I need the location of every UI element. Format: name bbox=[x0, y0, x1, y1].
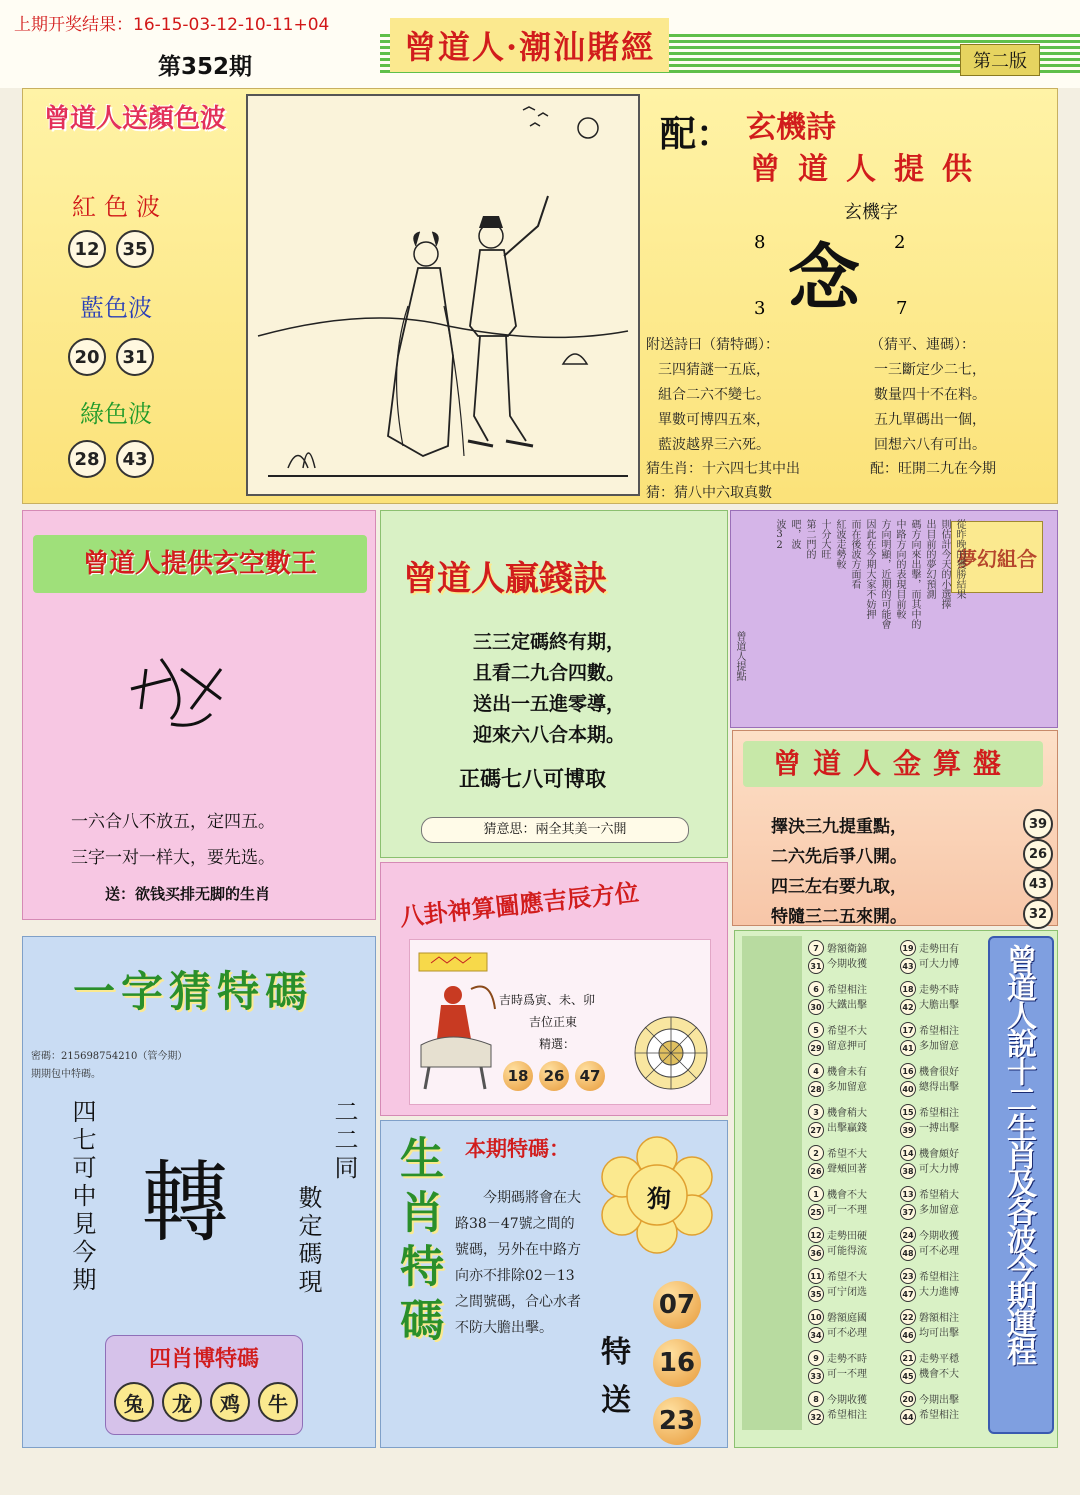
zodiac-text: 希望稍大 bbox=[919, 1190, 959, 1201]
pei-line: 配：旺開二九在今期 bbox=[870, 461, 996, 477]
zodiac-number: 30 bbox=[808, 999, 824, 1015]
bagua-line1: 吉時爲寅、未、卯 bbox=[499, 993, 596, 1007]
text-column: 波32 bbox=[774, 519, 785, 551]
zodiac-text: 磐額庭國 bbox=[827, 1313, 867, 1324]
zodiac-entry bbox=[900, 1143, 988, 1181]
twelve-title: 曾道人說十二生肖及各波今期運程 bbox=[1001, 944, 1036, 1364]
bagua-num: 26 bbox=[539, 1061, 569, 1091]
zodiac-text: 希望相注 bbox=[827, 1410, 867, 1421]
zodiac-text: 走勢田有 bbox=[919, 944, 959, 955]
zodiac-text: 磐額衛錦 bbox=[827, 944, 867, 955]
zodiac-number: 10 bbox=[808, 1309, 824, 1325]
zodiac-number: 1 bbox=[808, 1186, 824, 1202]
zodiac-number: 25 bbox=[808, 1204, 824, 1220]
zodiac-text: 機會頗好 bbox=[919, 1149, 959, 1160]
zodiac-text: 大膽出擊 bbox=[919, 1000, 959, 1011]
zodiac-number: 27 bbox=[808, 1122, 824, 1138]
zodiac-number: 9 bbox=[808, 1350, 824, 1366]
zodiac-text: 機會很好 bbox=[919, 1067, 959, 1078]
bagua-title: 八卦神算圖應吉辰方位 bbox=[398, 878, 641, 932]
menghuan-text bbox=[745, 519, 965, 719]
corner-num-tl: 8 bbox=[754, 232, 766, 253]
zodiac-entry bbox=[808, 979, 896, 1017]
twelve-left-col bbox=[742, 936, 802, 1430]
scribble-mark bbox=[121, 649, 231, 739]
header bbox=[0, 0, 1080, 88]
suanpan-panel bbox=[732, 730, 1058, 926]
xuanji-label: 玄機詩 bbox=[746, 110, 836, 145]
zodiac-entry bbox=[900, 1020, 988, 1058]
zodiac-text: 大力進博 bbox=[919, 1287, 959, 1298]
zodiac-text: 希望不大 bbox=[827, 1272, 867, 1283]
bagua-panel bbox=[380, 862, 728, 1116]
paper-title: 曾道人·潮汕賭經 bbox=[390, 18, 669, 72]
green-wave-label: 綠色波 bbox=[80, 400, 152, 428]
yizi-title: 一字猜特碼 bbox=[73, 967, 314, 1016]
poem-section bbox=[642, 92, 1056, 502]
warrior-horse-illustration bbox=[411, 949, 501, 1099]
shengxiao-line: 猜生肖：十六四七其中出 bbox=[646, 461, 800, 477]
zodiac-text: 希望相注 bbox=[919, 1026, 959, 1037]
text-column: 吧，波 bbox=[789, 519, 800, 549]
zodiac-text: 機會稍大 bbox=[827, 1108, 867, 1119]
zodiac-entry bbox=[808, 1266, 896, 1304]
zodiac-text: 今期收獲 bbox=[827, 1395, 867, 1406]
zodiac-number: 29 bbox=[808, 1040, 824, 1056]
zodiac-number: 34 bbox=[808, 1327, 824, 1343]
zodiac-entry bbox=[900, 1307, 988, 1345]
zodiac-number: 37 bbox=[900, 1204, 916, 1220]
zodiac-text: 可一不理 bbox=[827, 1205, 867, 1216]
poem-line: 五九單碼出一個， bbox=[874, 412, 986, 428]
zodiac-number: 2 bbox=[808, 1145, 824, 1161]
bagua-jingxuan: 精選： bbox=[539, 1037, 576, 1051]
poem-right-head: （猜平、連碼）： bbox=[870, 337, 975, 353]
zodiac-entry bbox=[900, 1102, 988, 1140]
zodiac-number: 45 bbox=[900, 1368, 916, 1384]
zodiac-text: 可能得流 bbox=[827, 1246, 867, 1257]
xuankong-line3: 送：欲钱买排无脚的生肖 bbox=[105, 885, 271, 903]
bagua-wheel-icon bbox=[631, 1013, 711, 1093]
zodiac-entry bbox=[808, 1020, 896, 1058]
shengxiao-head: 本期特碼： bbox=[465, 1137, 570, 1161]
poem-line: 一三斷定少二七， bbox=[874, 362, 986, 378]
poem-line: 藍波越界三六死。 bbox=[658, 437, 770, 453]
yizi-mima: 密碼：215698754210（管今期） bbox=[31, 1051, 188, 1062]
zodiac-text: 走勢不時 bbox=[919, 985, 959, 996]
poem-illustration bbox=[246, 94, 640, 496]
zodiac-entry bbox=[808, 1307, 896, 1345]
zodiac-number: 15 bbox=[900, 1104, 916, 1120]
poem-line: 組合二六不變七。 bbox=[658, 387, 770, 403]
zodiac-number: 44 bbox=[900, 1409, 916, 1425]
zodiac-entry bbox=[808, 1184, 896, 1222]
zodiac-text: 聲頰回著 bbox=[827, 1164, 867, 1175]
special-num: 23 bbox=[653, 1397, 701, 1445]
zodiac-number: 20 bbox=[900, 1391, 916, 1407]
zodiac-number: 12 bbox=[808, 1227, 824, 1243]
bagua-num: 47 bbox=[575, 1061, 605, 1091]
suanpan-text: 二六先后爭八開。 bbox=[771, 846, 907, 867]
zodiac-text: 可一不理 bbox=[827, 1369, 867, 1380]
zodiac-number: 28 bbox=[808, 1081, 824, 1097]
animal-badge: 龙 bbox=[162, 1382, 202, 1422]
zodiac-number: 41 bbox=[900, 1040, 916, 1056]
zodiac-text: 希望相注 bbox=[919, 1272, 959, 1283]
zodiac-text: 今期收獲 bbox=[919, 1231, 959, 1242]
zodiac-number: 23 bbox=[900, 1268, 916, 1284]
suanpan-num: 26 bbox=[1023, 839, 1053, 869]
yingqian-title: 曾道人贏錢訣 bbox=[403, 559, 607, 599]
sixiao-title: 四肖博特碼 bbox=[148, 1347, 259, 1372]
zodiac-text: 多加留意 bbox=[919, 1041, 959, 1052]
menghuan-panel bbox=[730, 510, 1058, 728]
pei-label: 配： bbox=[660, 114, 733, 155]
zodiac-entry bbox=[900, 1225, 988, 1263]
edition: 第二版 bbox=[960, 44, 1040, 76]
zodiac-text: 希望不大 bbox=[827, 1149, 867, 1160]
zodiac-text: 均可出擊 bbox=[919, 1328, 959, 1339]
verse-line: 且看二九合四數。 bbox=[473, 662, 626, 684]
zodiac-text: 希望相注 bbox=[919, 1108, 959, 1119]
zodiac-text: 走勢平穩 bbox=[919, 1354, 959, 1365]
shengxiao-special-panel bbox=[380, 1120, 728, 1448]
text-column: 則估計今天的小選擇 bbox=[939, 519, 950, 609]
green-num: 28 bbox=[68, 440, 106, 478]
red-wave-label: 紅色波 bbox=[72, 193, 168, 221]
text-column: 而在後波方面看 bbox=[849, 519, 860, 589]
zodiac-number: 32 bbox=[808, 1409, 824, 1425]
zodiac-text: 希望相注 bbox=[827, 985, 867, 996]
verse-line: 送出一五進零導， bbox=[473, 693, 626, 715]
red-num: 35 bbox=[116, 230, 154, 268]
suanpan-title: 曾道人金算盤 bbox=[743, 741, 1043, 787]
xuankong-line1: 一六合八不放五，定四五。 bbox=[71, 812, 275, 832]
zodiac-text: 磐額相注 bbox=[919, 1313, 959, 1324]
zodiac-number: 31 bbox=[808, 958, 824, 974]
zodiac-number: 7 bbox=[808, 940, 824, 956]
te-label: 特 bbox=[601, 1335, 631, 1370]
provider-label: 曾道人提供 bbox=[750, 152, 990, 187]
zodiac-number: 33 bbox=[808, 1368, 824, 1384]
shengxiao-body: 今期碼將會在大路38－47號之間的號碼，另外在中路方向亦不排除02－13之間號碼，合心水者不防大膽出擊。 bbox=[455, 1190, 581, 1336]
zodiac-text: 總得出擊 bbox=[919, 1082, 959, 1093]
poem-line: 單數可博四五來， bbox=[658, 412, 770, 428]
text-column: 紅波走勢較 bbox=[834, 519, 845, 569]
animal-badge: 兔 bbox=[114, 1382, 154, 1422]
sixiao-box bbox=[105, 1335, 303, 1435]
yizi-big-char: 轉 bbox=[141, 1151, 230, 1254]
zodiac-number: 40 bbox=[900, 1081, 916, 1097]
zodiac-number: 42 bbox=[900, 999, 916, 1015]
poem-line: 三四猜謎一五底， bbox=[658, 362, 770, 378]
suanpan-num: 39 bbox=[1023, 809, 1053, 839]
previous-result: 上期开奖结果：16-15-03-12-10-11+04 bbox=[14, 15, 330, 35]
animal-badge: 牛 bbox=[258, 1382, 298, 1422]
special-num: 07 bbox=[653, 1281, 701, 1329]
suanpan-num: 43 bbox=[1023, 869, 1053, 899]
zodiac-number: 13 bbox=[900, 1186, 916, 1202]
corner-num-tr: 2 bbox=[894, 232, 906, 253]
text-column: 從昨晚的獲勝結果 bbox=[954, 519, 965, 599]
flower-animal: 狗 bbox=[647, 1185, 671, 1213]
zodiac-number: 19 bbox=[900, 940, 916, 956]
zodiac-text: 走勢不時 bbox=[827, 1354, 867, 1365]
zodiac-text: 今期出擊 bbox=[919, 1395, 959, 1406]
zodiac-entry bbox=[808, 1348, 896, 1386]
special-num: 16 bbox=[653, 1339, 701, 1387]
text-column: 中路方向的表現目前較 bbox=[894, 519, 905, 619]
yingqian-panel bbox=[380, 510, 728, 858]
poem-line: 數量四十不在料。 bbox=[874, 387, 986, 403]
zodiac-text: 留意押可 bbox=[827, 1041, 867, 1052]
xuankong-panel bbox=[22, 510, 376, 920]
zodiac-entry bbox=[900, 1061, 988, 1099]
menghuan-sign: 曾道人提點 bbox=[734, 631, 745, 681]
zodiac-text: 走勢田硬 bbox=[827, 1231, 867, 1242]
zodiac-entry bbox=[900, 1389, 988, 1427]
zodiac-number: 17 bbox=[900, 1022, 916, 1038]
text-column: 碼方向來出擊，而其中的 bbox=[909, 519, 920, 629]
zodiac-number: 38 bbox=[900, 1163, 916, 1179]
colorwave-section bbox=[28, 92, 246, 492]
issue-number: 第352期 bbox=[158, 54, 253, 80]
yizi-panel bbox=[22, 936, 376, 1448]
zheng-line: 正碼七八可博取 bbox=[459, 766, 606, 791]
zodiac-text: 可大力博 bbox=[919, 1164, 959, 1175]
zodiac-number: 35 bbox=[808, 1286, 824, 1302]
text-column: 十分大旺 bbox=[819, 519, 830, 559]
blue-num: 20 bbox=[68, 338, 106, 376]
text-column: 第二門的 bbox=[804, 519, 815, 559]
cai-line: 猜：猜八中六取真數 bbox=[646, 485, 772, 501]
green-num: 43 bbox=[116, 440, 154, 478]
zodiac-text: 一搏出擊 bbox=[919, 1123, 959, 1134]
verse-line: 迎來六八合本期。 bbox=[473, 724, 626, 746]
zodiac-number: 39 bbox=[900, 1122, 916, 1138]
big-character: 念 bbox=[788, 235, 861, 320]
song-label: 送 bbox=[601, 1383, 631, 1418]
zodiac-entry bbox=[808, 1225, 896, 1263]
yizi-right-col2: 數定碼現 bbox=[294, 1185, 322, 1297]
bagua-line2: 吉位正東 bbox=[529, 1015, 578, 1029]
zodiac-text: 今期收獲 bbox=[827, 959, 867, 970]
zodiac-text: 希望相注 bbox=[919, 1410, 959, 1421]
animal-badge: 鸡 bbox=[210, 1382, 250, 1422]
yizi-right-col1: 二二同 bbox=[330, 1099, 358, 1183]
caiyisi-box: 猜意思：兩全其美一六開 bbox=[421, 817, 689, 843]
zodiac-number: 3 bbox=[808, 1104, 824, 1120]
zodiac-text: 大鐵出擊 bbox=[827, 1000, 867, 1011]
suanpan-text: 擇決三九提重點， bbox=[771, 816, 907, 837]
menghuan-title: 夢幻組合 bbox=[951, 521, 1043, 593]
zodiac-entry bbox=[900, 979, 988, 1017]
zodiac-text: 可大力博 bbox=[919, 959, 959, 970]
zodiac-number: 5 bbox=[808, 1022, 824, 1038]
zodiac-entry bbox=[900, 1184, 988, 1222]
xuanji-zi-label: 玄機字 bbox=[844, 202, 898, 223]
zodiac-number: 18 bbox=[900, 981, 916, 997]
colorwave-title: 曾道人送顏色波 bbox=[43, 104, 226, 134]
zodiac-number: 46 bbox=[900, 1327, 916, 1343]
zodiac-number: 8 bbox=[808, 1391, 824, 1407]
zodiac-number: 43 bbox=[900, 958, 916, 974]
yingqian-lines bbox=[473, 627, 625, 751]
zodiac-text: 機會不大 bbox=[919, 1369, 959, 1380]
poem-left-head: 附送詩曰（猜特碼）： bbox=[646, 337, 779, 353]
twelve-title-box bbox=[988, 936, 1054, 1434]
zodiac-number: 4 bbox=[808, 1063, 824, 1079]
zodiac-text: 多加留意 bbox=[919, 1205, 959, 1216]
blue-num: 31 bbox=[116, 338, 154, 376]
yizi-left-col: 四七可中見今期 bbox=[68, 1099, 96, 1295]
zodiac-entry bbox=[808, 1102, 896, 1140]
zodiac-entry bbox=[900, 938, 988, 976]
zodiac-number: 26 bbox=[808, 1163, 824, 1179]
poem-left-lines bbox=[658, 358, 770, 458]
yizi-bao: 期期包中特碼。 bbox=[31, 1069, 101, 1080]
zodiac-number: 48 bbox=[900, 1245, 916, 1261]
shengxiao-side-title: 生肖特碼 bbox=[392, 1135, 443, 1351]
zodiac-entry bbox=[900, 1348, 988, 1386]
zodiac-text: 機會不大 bbox=[827, 1190, 867, 1201]
suanpan-text: 特隨三二五來開。 bbox=[771, 906, 907, 927]
bagua-num: 18 bbox=[503, 1061, 533, 1091]
poem-right-lines bbox=[874, 358, 986, 458]
zodiac-number: 14 bbox=[900, 1145, 916, 1161]
xuankong-line2: 三字一对一样大，要先选。 bbox=[71, 848, 275, 868]
zodiac-text: 可宁闭选 bbox=[827, 1287, 867, 1298]
zodiac-number: 11 bbox=[808, 1268, 824, 1284]
text-column: 出目前的夢幻預測 bbox=[924, 519, 935, 599]
suanpan-num: 32 bbox=[1023, 899, 1053, 929]
zodiac-number: 6 bbox=[808, 981, 824, 997]
couple-drawing bbox=[248, 96, 638, 494]
corner-num-br: 7 bbox=[896, 298, 908, 319]
zodiac-number: 22 bbox=[900, 1309, 916, 1325]
poem-line: 回想六八有可出。 bbox=[874, 437, 986, 453]
zodiac-text: 多加留意 bbox=[827, 1082, 867, 1093]
zodiac-text: 可不必理 bbox=[827, 1328, 867, 1339]
corner-num-bl: 3 bbox=[754, 298, 766, 319]
red-num: 12 bbox=[68, 230, 106, 268]
zodiac-entry bbox=[808, 1143, 896, 1181]
zodiac-text: 可不必理 bbox=[919, 1246, 959, 1257]
xuankong-title: 曾道人提供玄空數王 bbox=[33, 535, 367, 593]
blue-wave-label: 藍色波 bbox=[80, 294, 152, 322]
zodiac-number: 21 bbox=[900, 1350, 916, 1366]
verse-line: 三三定碼終有期， bbox=[473, 631, 626, 653]
zodiac-text: 機會未有 bbox=[827, 1067, 867, 1078]
zodiac-number: 36 bbox=[808, 1245, 824, 1261]
zodiac-entry bbox=[808, 1061, 896, 1099]
zodiac-text: 希望不大 bbox=[827, 1026, 867, 1037]
zodiac-text: 出擊贏錢 bbox=[827, 1123, 867, 1134]
zodiac-entry bbox=[900, 1266, 988, 1304]
zodiac-number: 24 bbox=[900, 1227, 916, 1243]
zodiac-entry bbox=[808, 1389, 896, 1427]
zodiac-entry bbox=[808, 938, 896, 976]
zodiac-number: 47 bbox=[900, 1286, 916, 1302]
suanpan-text: 四三左右要九取， bbox=[771, 876, 907, 897]
text-column: 因此在今期大家不妨押 bbox=[864, 519, 875, 619]
text-column: 方向明顯，近期的可能會 bbox=[879, 519, 890, 629]
zodiac-number: 16 bbox=[900, 1063, 916, 1079]
